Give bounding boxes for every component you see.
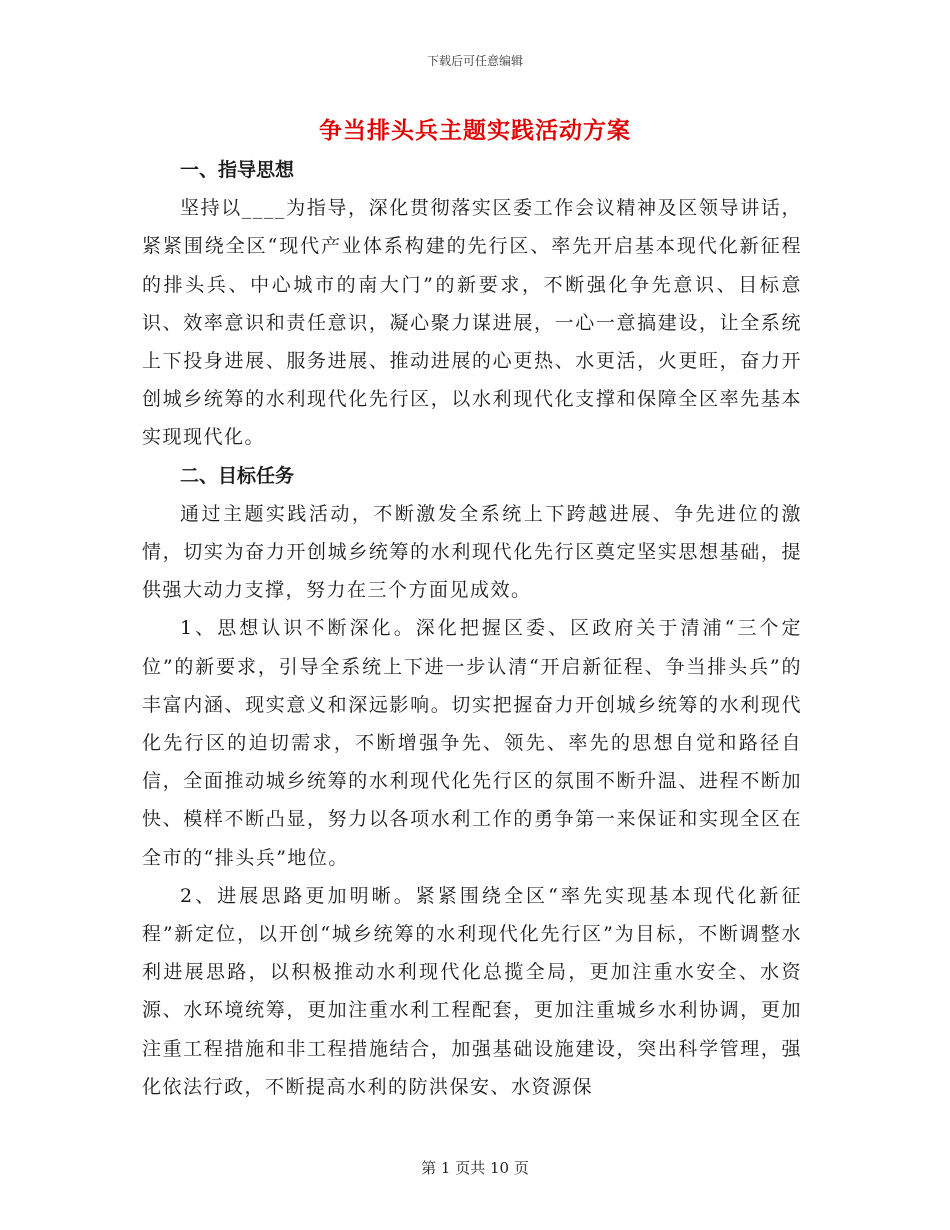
paragraph: 坚持以____为指导，深化贯彻落实区委工作会议精神及区领导讲话，紧紧围绕全区“现代产业体系构建的先行区、率先开启基本现代化新征程的排头兵、中心城市的南大门”的新要求，不断强化争先意识、目标意识、效率意识和责任意识，凝心聚力谋进展，一心一意搞建设，让全系统上下投身进展、服务进展、推动进展的心更热、水更活，火更旺，奋力开创城乡统筹的水利现代化先行区，以水利现代化支撑和保障全区率先基本实现现代化。 [142,197,802,449]
paragraph: 通过主题实践活动，不断激发全系统上下跨越进展、争先进位的激情，切实为奋力开创城乡统筹的水利现代化先行区奠定坚实思想基础，提供强大动力支撑，努力在三个方面见成效。 [142,502,802,602]
paragraph: 1、思想认识不断深化。深化把握区委、区政府关于清浦“三个定位”的新要求，引导全系统上下进一步认清“开启新征程、争当排头兵”的丰富内涵、现实意义和深远影响。切实把握奋力开创城乡统筹的水利现代化先行区的迫切需求，不断增强争先、领先、率先的思想自觉和路径自信，全面推动城乡统筹的水利现代化先行区的氛围不断升温、进程不断加快、模样不断凸显，努力以各项水利工作的勇争第一来保证和实现全区在全市的“排头兵”地位。 [142,617,802,869]
page-footer: 第 1 页共 10 页 [421,1159,529,1177]
document-body [142,151,802,1106]
section-heading: 二、目标任务 [180,464,295,487]
header-note: 下载后可任意编辑 [426,54,523,68]
paragraph: 2、进展思路更加明晰。紧紧围绕全区“率先实现基本现代化新征程”新定位，以开创“城乡统筹的水利现代化先行区”为目标，不断调整水利进展思路，以积极推动水利现代化总揽全局，更加注重水安全、水资源、水环境统筹，更加注重水利工程配套，更加注重城乡水利协调，更加注重工程措施和非工程措施结合，加强基础设施建设，突出科学管理，强化依法行政，不断提高水利的防洪保安、水资源保 [142,884,802,1098]
document-title: 争当排头兵主题实践活动方案 [319,117,631,144]
section-heading: 一、指导思想 [180,159,295,181]
